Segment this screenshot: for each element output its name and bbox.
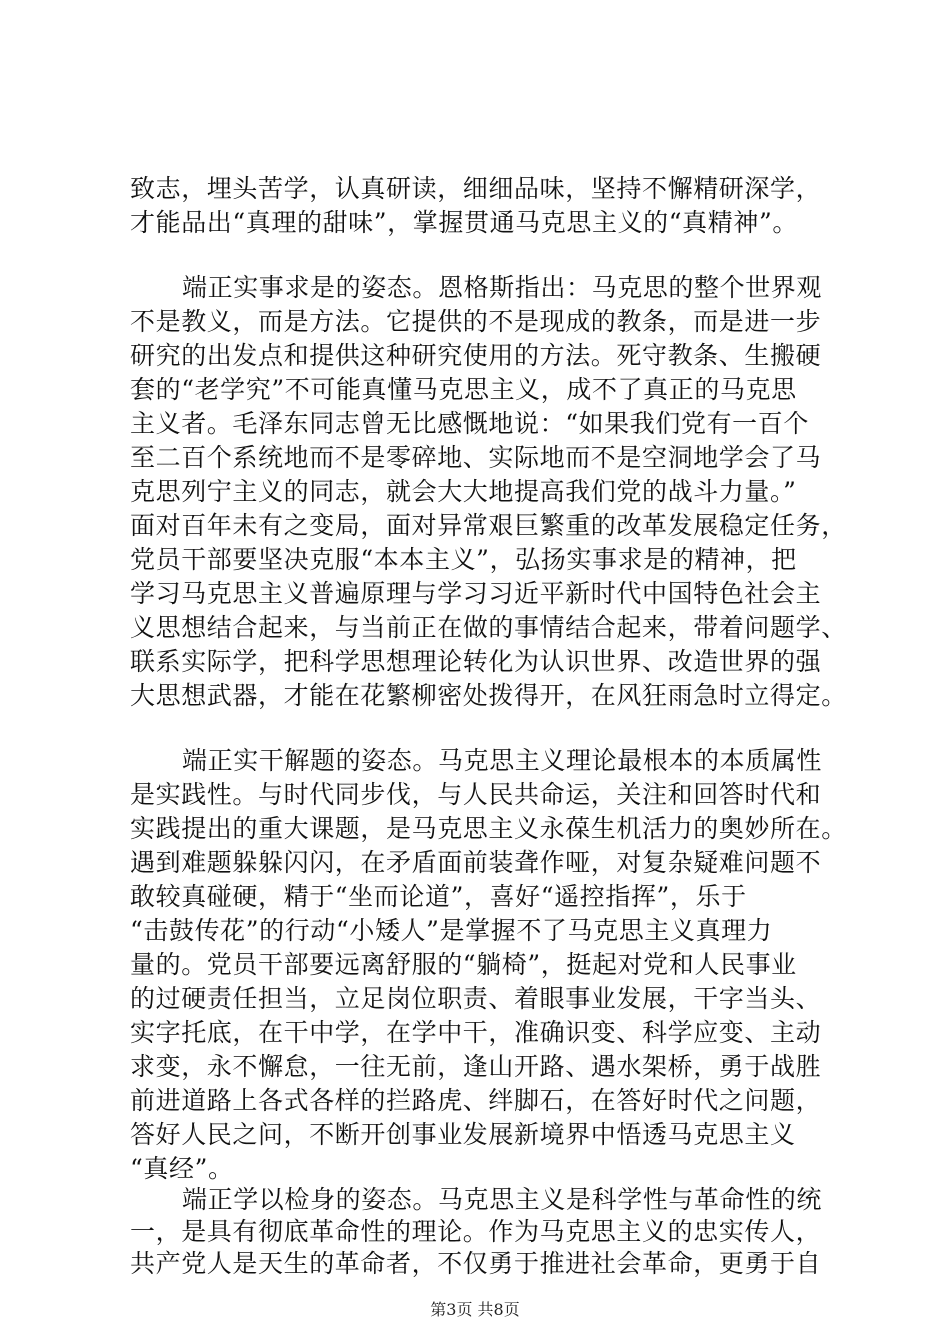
text-line: 面对百年未有之变局，面对异常艰巨繁重的改革发展稳定任务， [130,511,847,540]
text-line: 实践提出的重大课题，是马克思主义永葆生机活力的奥妙所在。 [130,814,847,843]
text-line: 学习马克思主义普遍原理与学习习近平新时代中国特色社会主 [130,579,822,608]
page-number-footer: 第3页 共8页 [430,1300,520,1319]
text-line: 不是教义，而是方法。它提供的不是现成的教条，而是进一步 [130,307,822,336]
text-line: 党员干部要坚决克服“本本主义”，弘扬实事求是的精神，把 [130,545,797,574]
text-line: 端正实事求是的姿态。恩格斯指出：马克思的整个世界观 [182,273,823,302]
text-line: 是实践性。与时代同步伐，与人民共命运，关注和回答时代和 [130,780,822,809]
text-line: 共产党人是天生的革命者，不仅勇于推进社会革命，更勇于自 [130,1249,822,1278]
text-line: 端正实干解题的姿态。马克思主义理论最根本的本质属性 [182,746,823,775]
text-line: 前进道路上各式各样的拦路虎、绊脚石，在答好时代之问题， [130,1086,822,1115]
text-line: 克思列宁主义的同志，就会大大地提高我们党的战斗力量。” [130,477,797,506]
text-line: “击鼓传花”的行动“小矮人”是掌握不了马克思主义真理力 [130,916,773,945]
text-line: 大思想武器，才能在花繁柳密处拨得开，在风狂雨急时立得定。 [130,681,847,710]
text-line: 答好人民之问，不断开创事业发展新境界中悟透马克思主义 [130,1120,796,1149]
text-line: 套的“老学究”不可能真懂马克思主义，成不了真正的马克思 [130,375,797,404]
text-line: 主义者。毛泽东同志曾无比感慨地说：“如果我们党有一百个 [130,409,809,438]
text-line: 端正学以检身的姿态。马克思主义是科学性与革命性的统 [182,1185,823,1214]
text-line: 遇到难题躲躲闪闪，在矛盾面前装聋作哑，对复杂疑难问题不 [130,848,822,877]
text-line: 量的。党员干部要远离舒服的“躺椅”，挺起对党和人民事业 [130,950,797,979]
text-line: 至二百个系统地而不是零碎地、实际地而不是空洞地学会了马 [130,443,822,472]
text-line: 敢较真碰硬，精于“坐而论道”，喜好“遥控指挥”，乐于 [130,882,747,911]
text-line: 才能品出“真理的甜味”，掌握贯通马克思主义的“真精神”。 [130,208,798,237]
text-line: 联系实际学，把科学思想理论转化为认识世界、改造世界的强 [130,647,822,676]
text-line: “真经”。 [130,1154,234,1183]
text-line: 的过硬责任担当，立足岗位职责、着眼事业发展，干字当头、 [130,984,822,1013]
text-line: 研究的出发点和提供这种研究使用的方法。死守教条、生搬硬 [130,341,822,370]
text-line: 致志，埋头苦学，认真研读，细细品味，坚持不懈精研深学， [130,174,822,203]
text-line: 义思想结合起来，与当前正在做的事情结合起来，带着问题学、 [130,613,847,642]
text-line: 实字托底，在干中学，在学中干，准确识变、科学应变、主动 [130,1018,822,1047]
text-line: 一，是具有彻底革命性的理论。作为马克思主义的忠实传人， [130,1217,822,1246]
text-line: 求变，永不懈怠，一往无前，逢山开路、遇水架桥，勇于战胜 [130,1052,822,1081]
